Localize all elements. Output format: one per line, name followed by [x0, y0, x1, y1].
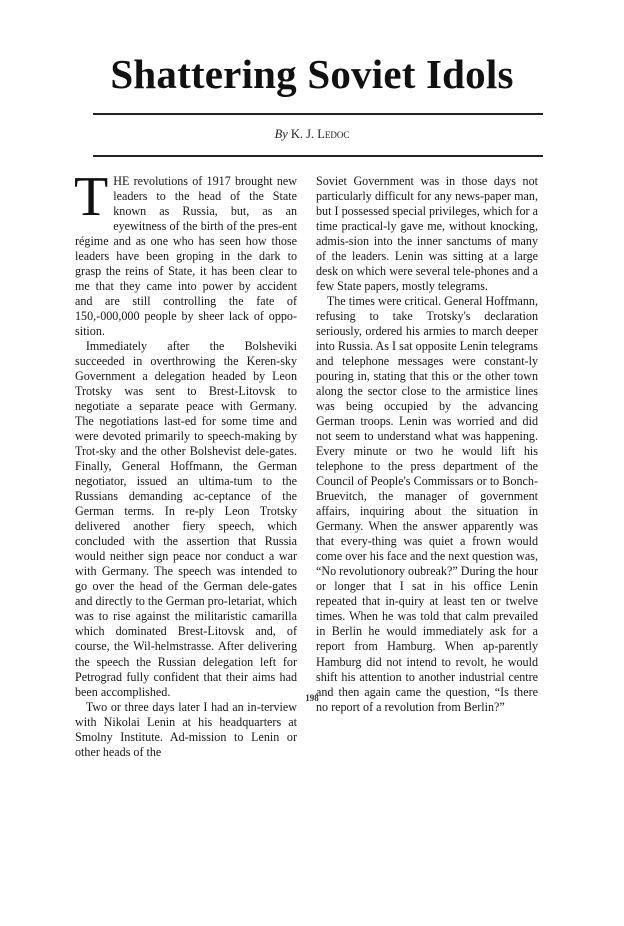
byline	[0, 127, 624, 142]
right-column	[316, 174, 538, 715]
first-word-caps: HE	[113, 174, 130, 188]
article-title: Shattering Soviet Idols	[110, 51, 514, 97]
drop-cap: T	[74, 166, 109, 228]
first-paragraph-text: revolutions of 1917 brought new leaders to the head of the State known as Russia, but, as an eyewitness of the birth of the pres-ent régime and as one who has seen how those leaders have been groping in the dark to grasp the reins of State, it has been clear to me that they came into power by accident and are still controlling the fate of 150,-000,000 people by sheer lack of oppo-sition.	[75, 174, 297, 339]
left-column	[74, 166, 297, 760]
byline-by: By	[274, 127, 288, 141]
title-rule-bottom	[93, 155, 543, 157]
byline-author: K. J. Ledoc	[290, 127, 350, 141]
page-number: 198	[305, 693, 319, 703]
left-paragraph-3: Two or three days later I had an in-terview with Nikolai Lenin at his headquarters at Smolny Institute. Ad-mission to Lenin or other heads of the	[75, 699, 297, 759]
right-paragraph-1: Soviet Government was in those days not particularly difficult for any news-paper man, but I possessed special privileges, which for a time practical-ly gave me, without knocking, admis-sion into the inner sanctums of many of the leaders. Lenin was sitting at a large desk on which were several tele-phones and a few State papers, mostly telegrams.	[316, 174, 538, 294]
left-paragraph-1	[74, 166, 297, 339]
left-paragraph-2: Immediately after the Bolsheviki succeeded in overthrowing the Keren-sky Government a delegation headed by Leon Trotsky was sent to Brest-Litovsk to negotiate a separate peace with Germany. The negotiations last-ed for some time and were devoted primarily to speech-making by Trot-sky and the other Bolshevist dele-gates. Finally, General Hoffmann, the German negotiator, issued an ultima-tum to the Russians demanding ac-ceptance of the German terms. In re-ply Leon Trotsky delivered another fiery speech, which concluded with the assertion that Russia would neither sign peace nor conduct a war with Germany. The speech was intended to go over the head of the German dele-gates and directly to the German pro-letariat, which was to rise against the militaristic camarilla which dominated Brest-Litovsk and, of course, the Wil-helmstrasse. After delivering the speech the Russian delegation left for Petrograd fully confident that their aims had been accomplished.	[75, 339, 297, 699]
title-rule-top	[93, 113, 543, 115]
right-paragraph-2: The times were critical. General Hoffmann, refusing to take Trotsky's declaration seriously, ordered his armies to march deeper into Russia. As I sat opposite Lenin telegrams and telephone messages were constant-ly pouring in, stating that this or the other town along the sector close to the armistice lines was being occupied by the advancing German troops. Lenin was worried and did not seem to understand what was happening. Every minute or two he would lift his telephone to the press department of the Council of People's Commissars or to Bonch-Bruevitch, the manager of government affairs, inquiring about the situation in Germany. When the answer apparently was that every-thing was quiet a frown would come over his face and the next question was, “No revolutionory oubreak?” During the hour or longer that I sat in his office Lenin repeated that in-quiry at least ten or twelve times. When he was told that calm prevailed in Berlin he would immediately ask for a report from Hamburg. When ap-parently Hamburg did not intend to revolt, he would shift his attention to another industrial centre and then again came the question, “Is there no report of a revolution from Berlin?”	[316, 294, 538, 714]
